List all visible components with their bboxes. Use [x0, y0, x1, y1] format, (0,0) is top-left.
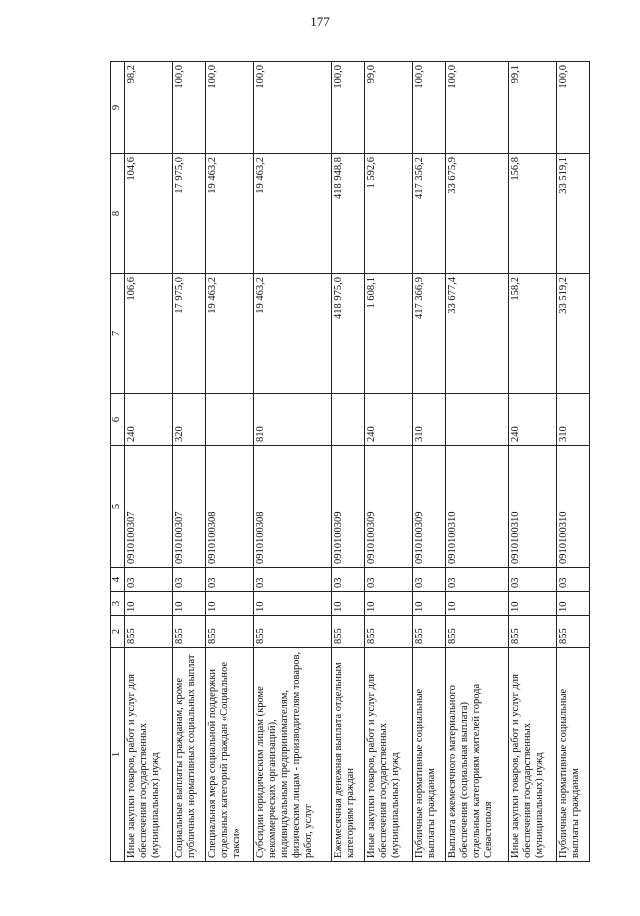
- rotated-table-wrapper: [110, 62, 590, 862]
- table-row: [446, 62, 509, 862]
- row-value-percent: 100,0: [206, 62, 254, 154]
- col-header: 5: [111, 446, 125, 568]
- row-value-plan: 106,6: [125, 274, 173, 394]
- row-name: Ежемесячная денежная выплата отдельным категориям граждан: [331, 648, 364, 862]
- row-code-target: 0910100307: [172, 446, 205, 568]
- table-row: [364, 62, 412, 862]
- col-header: 1: [111, 648, 125, 862]
- row-code-section: 10: [331, 592, 364, 616]
- row-value-actual: 156,8: [508, 154, 556, 274]
- budget-table: [110, 61, 590, 862]
- row-name: Иные закупки товаров, работ и услуг для обеспечения государственных (муниципальных) нужд: [125, 648, 173, 862]
- row-value-percent: 100,0: [172, 62, 205, 154]
- row-value-percent: 100,0: [254, 62, 332, 154]
- row-value-plan: 417 366,9: [412, 274, 445, 394]
- row-code-section: 10: [172, 592, 205, 616]
- col-header: 8: [111, 154, 125, 274]
- row-code-subsection: 03: [412, 568, 445, 592]
- table-row: [206, 62, 254, 862]
- row-value-percent: 99,0: [364, 62, 412, 154]
- row-value-actual: 1 592,6: [364, 154, 412, 274]
- row-value-actual: 417 356,2: [412, 154, 445, 274]
- row-value-actual: 19 463,2: [254, 154, 332, 274]
- row-code-expense-type: 320: [172, 394, 205, 446]
- col-header: 6: [111, 394, 125, 446]
- row-code-admin: 855: [331, 616, 364, 648]
- row-value-plan: 19 463,2: [254, 274, 332, 394]
- row-code-expense-type: 240: [364, 394, 412, 446]
- row-code-subsection: 03: [508, 568, 556, 592]
- row-code-expense-type: [206, 394, 254, 446]
- row-code-subsection: 03: [172, 568, 205, 592]
- row-code-subsection: 03: [206, 568, 254, 592]
- row-code-admin: 855: [125, 616, 173, 648]
- row-code-section: 10: [556, 592, 589, 616]
- table-row: [172, 62, 205, 862]
- row-value-percent: 98,2: [125, 62, 173, 154]
- col-header: 2: [111, 616, 125, 648]
- row-code-target: 0910100308: [254, 446, 332, 568]
- row-code-subsection: 03: [364, 568, 412, 592]
- col-header: 7: [111, 274, 125, 394]
- row-value-percent: 100,0: [556, 62, 589, 154]
- row-value-actual: 33 519,1: [556, 154, 589, 274]
- table-row: [508, 62, 556, 862]
- row-code-section: 10: [206, 592, 254, 616]
- row-value-actual: 33 675,9: [446, 154, 509, 274]
- row-code-expense-type: [331, 394, 364, 446]
- row-code-subsection: 03: [125, 568, 173, 592]
- row-code-expense-type: [446, 394, 509, 446]
- row-code-admin: 855: [172, 616, 205, 648]
- col-header: 9: [111, 62, 125, 154]
- row-code-subsection: 03: [331, 568, 364, 592]
- row-code-target: 0910100309: [364, 446, 412, 568]
- row-value-actual: 104,6: [125, 154, 173, 274]
- row-code-admin: 855: [412, 616, 445, 648]
- row-value-plan: 33 677,4: [446, 274, 509, 394]
- table-row: [254, 62, 332, 862]
- row-name: Иные закупки товаров, работ и услуг для обеспечения государственных (муниципальных) нужд: [508, 648, 556, 862]
- row-value-plan: 33 519,2: [556, 274, 589, 394]
- row-code-section: 10: [254, 592, 332, 616]
- row-value-plan: 1 608,1: [364, 274, 412, 394]
- row-code-target: 0910100310: [508, 446, 556, 568]
- row-value-percent: 100,0: [446, 62, 509, 154]
- row-code-expense-type: 310: [556, 394, 589, 446]
- row-code-section: 10: [364, 592, 412, 616]
- row-code-admin: 855: [206, 616, 254, 648]
- row-code-expense-type: 240: [125, 394, 173, 446]
- row-name: Публичные нормативные социальные выплаты гражданам: [412, 648, 445, 862]
- row-code-target: 0910100309: [412, 446, 445, 568]
- row-code-expense-type: 240: [508, 394, 556, 446]
- row-code-section: 10: [446, 592, 509, 616]
- row-name: Субсидии юридическим лицам (кроме некоммерческих организаций), индивидуальным предпринимателям, физическим лицам - производителям товаров, работ, услуг: [254, 648, 332, 862]
- row-value-actual: 17 975,0: [172, 154, 205, 274]
- row-code-target: 0910100309: [331, 446, 364, 568]
- row-code-target: 0910100307: [125, 446, 173, 568]
- row-code-subsection: 03: [556, 568, 589, 592]
- table-row: [412, 62, 445, 862]
- row-value-actual: 418 948,8: [331, 154, 364, 274]
- row-code-admin: 855: [254, 616, 332, 648]
- row-value-percent: 100,0: [412, 62, 445, 154]
- header-row: [111, 62, 125, 862]
- row-name: Публичные нормативные социальные выплаты гражданам: [556, 648, 589, 862]
- row-value-plan: 158,2: [508, 274, 556, 394]
- col-header: 4: [111, 568, 125, 592]
- row-code-admin: 855: [364, 616, 412, 648]
- row-code-target: 0910100308: [206, 446, 254, 568]
- row-code-expense-type: 310: [412, 394, 445, 446]
- row-code-section: 10: [412, 592, 445, 616]
- row-value-actual: 19 463,2: [206, 154, 254, 274]
- row-name: Выплата ежемесячного материального обеспечения (социальная выплата) отдельным категориям жителей города Севастополя: [446, 648, 509, 862]
- row-code-section: 10: [125, 592, 173, 616]
- row-code-subsection: 03: [446, 568, 509, 592]
- row-code-target: 0910100310: [556, 446, 589, 568]
- row-code-subsection: 03: [254, 568, 332, 592]
- row-code-section: 10: [508, 592, 556, 616]
- row-name: Специальная мера социальной поддержки отдельных категорий граждан «Социальное такси»: [206, 648, 254, 862]
- row-code-expense-type: 810: [254, 394, 332, 446]
- page-number: 177: [310, 14, 330, 29]
- row-value-percent: 100,0: [331, 62, 364, 154]
- row-code-admin: 855: [446, 616, 509, 648]
- row-code-admin: 855: [556, 616, 589, 648]
- row-value-plan: 19 463,2: [206, 274, 254, 394]
- row-code-admin: 855: [508, 616, 556, 648]
- row-name: Социальные выплаты гражданам, кроме публичных нормативных социальных выплат: [172, 648, 205, 862]
- row-value-plan: 17 975,0: [172, 274, 205, 394]
- table-row: [331, 62, 364, 862]
- row-name: Иные закупки товаров, работ и услуг для обеспечения государственных (муниципальных) нужд: [364, 648, 412, 862]
- table-row: [125, 62, 173, 862]
- table-row: [556, 62, 589, 862]
- col-header: 3: [111, 592, 125, 616]
- row-code-target: 0910100310: [446, 446, 509, 568]
- row-value-plan: 418 975,0: [331, 274, 364, 394]
- row-value-percent: 99,1: [508, 62, 556, 154]
